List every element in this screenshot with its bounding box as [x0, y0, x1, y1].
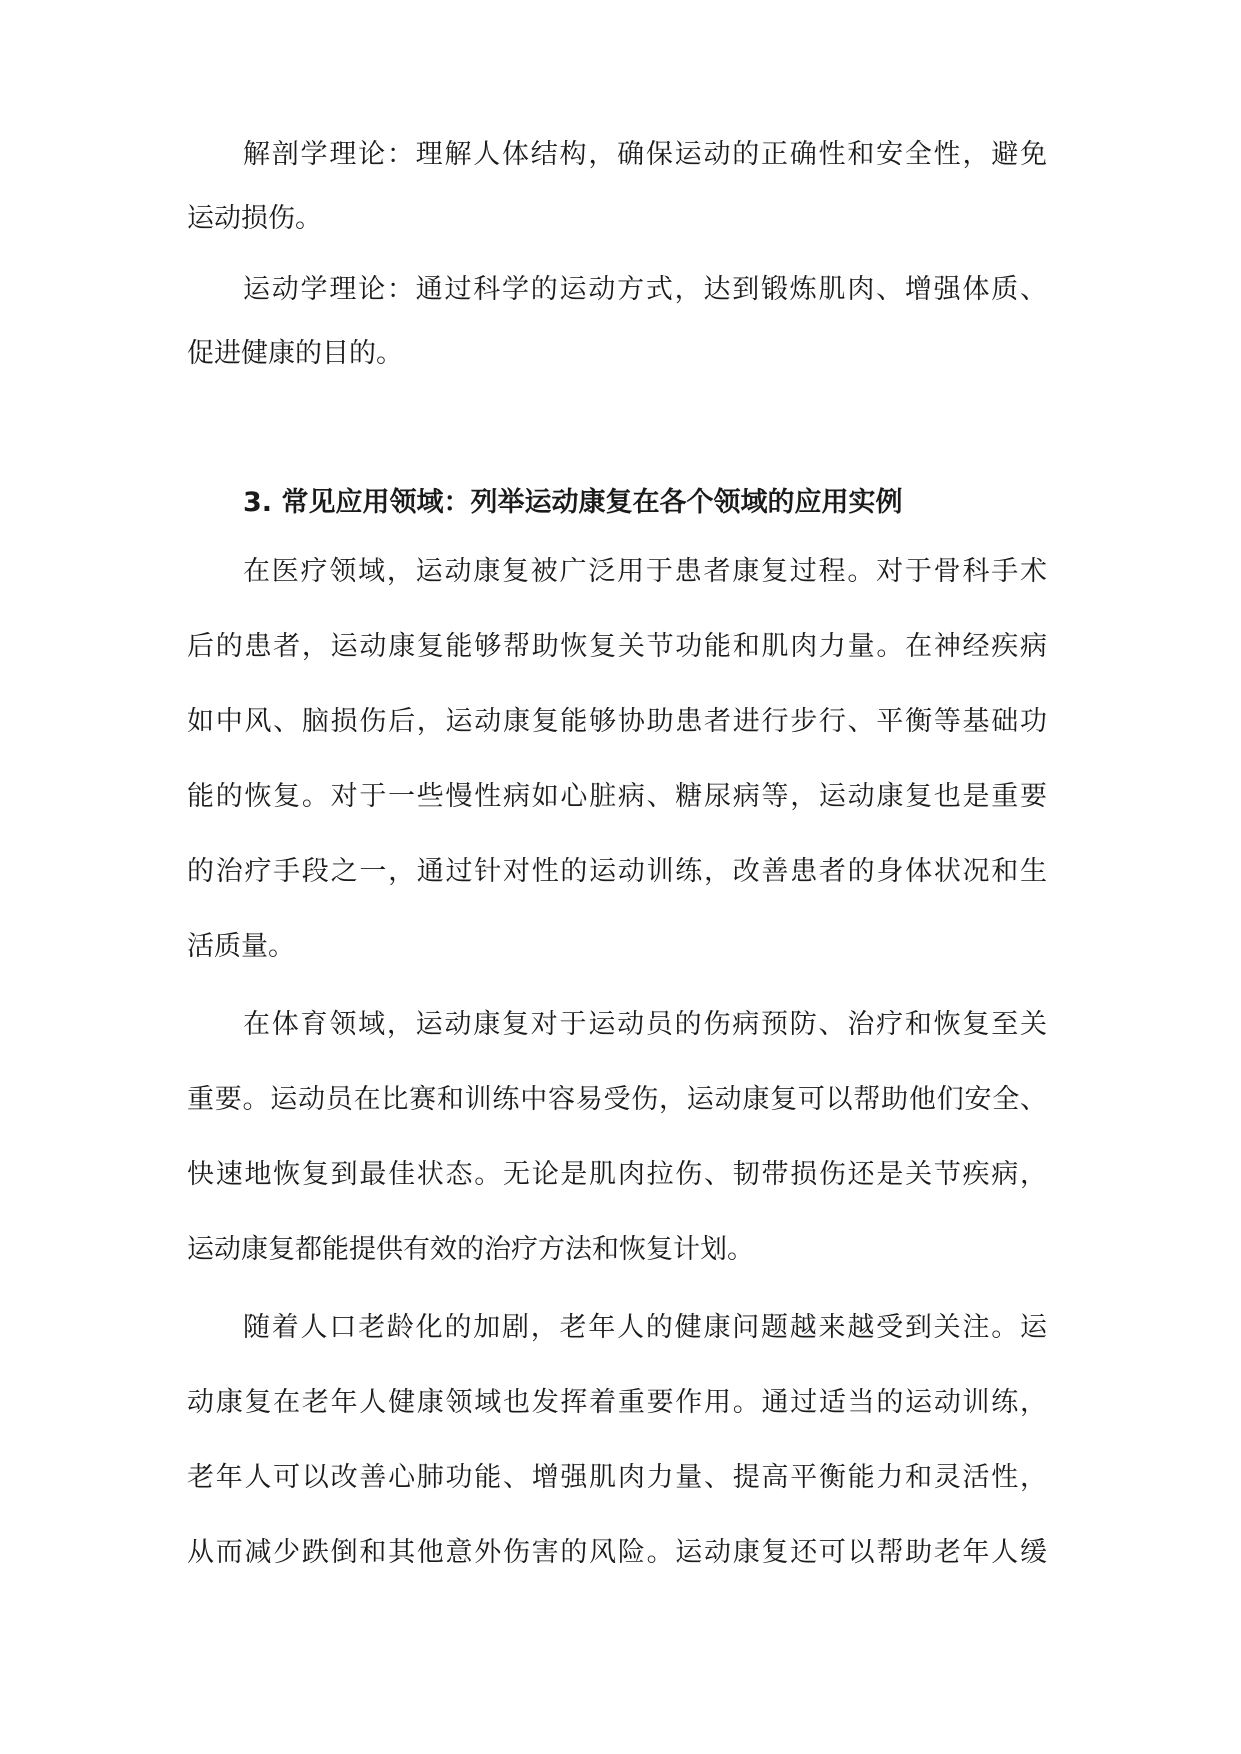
- paragraph-sports-line-2: 重要。运动员在比赛和训练中容易受伤，运动康复可以帮助他们安全、: [187, 1084, 1047, 1115]
- section-heading: 3. 常见应用领域：列举运动康复在各个领域的应用实例: [243, 487, 903, 518]
- paragraph-kinesiology-line-1: 运动学理论：通过科学的运动方式，达到锻炼肌肉、增强体质、: [243, 274, 1047, 305]
- paragraph-medical-line-1: 在医疗领域，运动康复被广泛用于患者康复过程。对于骨科手术: [243, 556, 1047, 587]
- paragraph-medical-line-5: 的治疗手段之一，通过针对性的运动训练，改善患者的身体状况和生: [187, 856, 1047, 887]
- paragraph-sports-line-1: 在体育领域，运动康复对于运动员的伤病预防、治疗和恢复至关: [243, 1009, 1047, 1040]
- paragraph-sports-line-4: 运动康复都能提供有效的治疗方法和恢复计划。: [187, 1234, 754, 1265]
- paragraph-kinesiology-line-2: 促进健康的目的。: [187, 338, 403, 369]
- paragraph-sports-line-3: 快速地恢复到最佳状态。无论是肌肉拉伤、韧带损伤还是关节疾病，: [187, 1159, 1047, 1190]
- paragraph-medical-line-6: 活质量。: [187, 931, 295, 962]
- paragraph-elderly-line-3: 老年人可以改善心肺功能、增强肌肉力量、提高平衡能力和灵活性，: [187, 1462, 1047, 1493]
- paragraph-anatomy-line-2: 运动损伤。: [187, 203, 322, 234]
- paragraph-elderly-line-2: 动康复在老年人健康领域也发挥着重要作用。通过适当的运动训练，: [187, 1387, 1047, 1418]
- paragraph-anatomy-line-1: 解剖学理论：理解人体结构，确保运动的正确性和安全性，避免: [243, 139, 1047, 170]
- paragraph-elderly-line-1: 随着人口老龄化的加剧，老年人的健康问题越来越受到关注。运: [243, 1312, 1047, 1343]
- paragraph-medical-line-4: 能的恢复。对于一些慢性病如心脏病、糖尿病等，运动康复也是重要: [187, 781, 1047, 812]
- paragraph-medical-line-2: 后的患者，运动康复能够帮助恢复关节功能和肌肉力量。在神经疾病: [187, 631, 1047, 662]
- paragraph-medical-line-3: 如中风、脑损伤后，运动康复能够协助患者进行步行、平衡等基础功: [187, 706, 1047, 737]
- paragraph-elderly-line-4: 从而减少跌倒和其他意外伤害的风险。运动康复还可以帮助老年人缓: [187, 1537, 1047, 1568]
